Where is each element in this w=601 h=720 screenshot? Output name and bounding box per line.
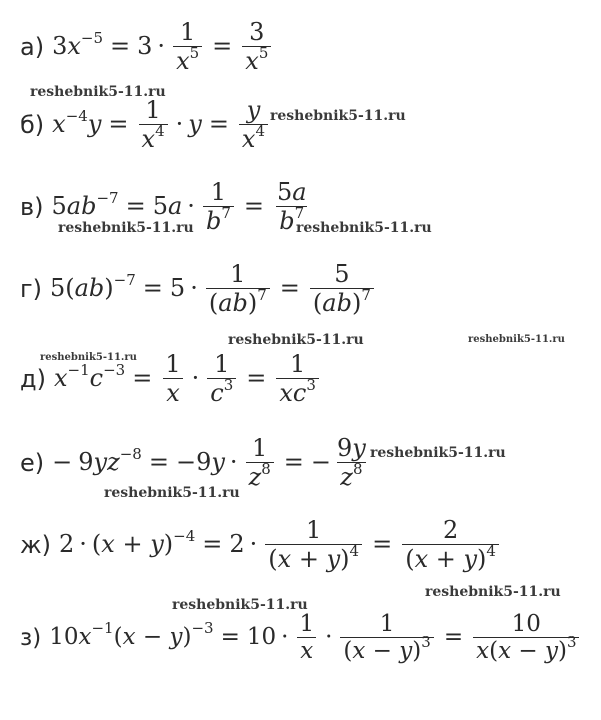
math-expression: $5ab^{-7} = 5a$ · $\frac{1}{b^7}$ = $\frac{5a}{b^7}$: [51, 178, 307, 236]
watermark-text: reshebnik5-11.ru: [30, 84, 166, 100]
math-expression: $x^{-4}y$ = $\frac{1}{x^4}$ · y = $\frac{y}{x^4}$: [52, 98, 271, 153]
watermark-text: reshebnik5-11.ru: [58, 220, 194, 236]
watermark-text: reshebnik5-11.ru: [425, 584, 561, 600]
math-expression: $2 \cdot (x + y)^{-4} = 2$ · $\frac{1}{(x + y)^4}$ = $\frac{2}{(x + y)^4}$: [59, 518, 502, 573]
watermark-text: reshebnik5-11.ru: [296, 220, 432, 236]
math-expression: $10x^{-1}(x - y)^{-3} = 10$ · $\frac{1}{x}$ · $\frac{1}{(x - y)^3}$ = $\frac{10}{x(x - y)^3}$: [49, 612, 582, 664]
equation-zh: [20, 518, 502, 573]
math-expression: $3x^{-5} = 3$ · $\frac{1}{x^5}$ = $\frac{3}{x^5}$: [52, 20, 274, 75]
watermark-text: reshebnik5-11.ru: [40, 352, 137, 363]
item-label: з): [20, 625, 42, 652]
watermark-text: reshebnik5-11.ru: [104, 485, 240, 501]
item-label: г): [20, 275, 42, 304]
equation-b: [20, 98, 271, 153]
watermark-text: reshebnik5-11.ru: [468, 334, 565, 345]
watermark-text: reshebnik5-11.ru: [270, 108, 406, 124]
equation-a: [20, 20, 274, 75]
item-label: ж): [20, 531, 51, 560]
item-label: д): [20, 365, 46, 394]
item-label: а): [20, 33, 45, 62]
watermark-text: reshebnik5-11.ru: [172, 597, 308, 613]
math-expression: 5(ab)$^{-7}$ = 5 · $\frac{1}{(ab)^7}$ = $\frac{5}{(ab)^7}$: [50, 262, 377, 317]
math-expression: − $9yz^{-8} = -9y$ · $\frac{1}{z^8}$ = − $\frac{9y}{z^8}$: [52, 434, 366, 492]
equation-z: [20, 612, 582, 664]
watermark-text: reshebnik5-11.ru: [370, 445, 506, 461]
math-expression: $x^{-1}c^{-3}$ = $\frac{1}{x}$ · $\frac{1}{c^3}$ = $\frac{1}{xc^3}$: [54, 352, 322, 407]
item-label: в): [20, 193, 44, 222]
item-label: б): [20, 111, 45, 140]
item-label: е): [20, 449, 45, 478]
watermark-text: reshebnik5-11.ru: [228, 332, 364, 348]
equation-e: [20, 436, 372, 491]
equation-g: [20, 262, 377, 317]
